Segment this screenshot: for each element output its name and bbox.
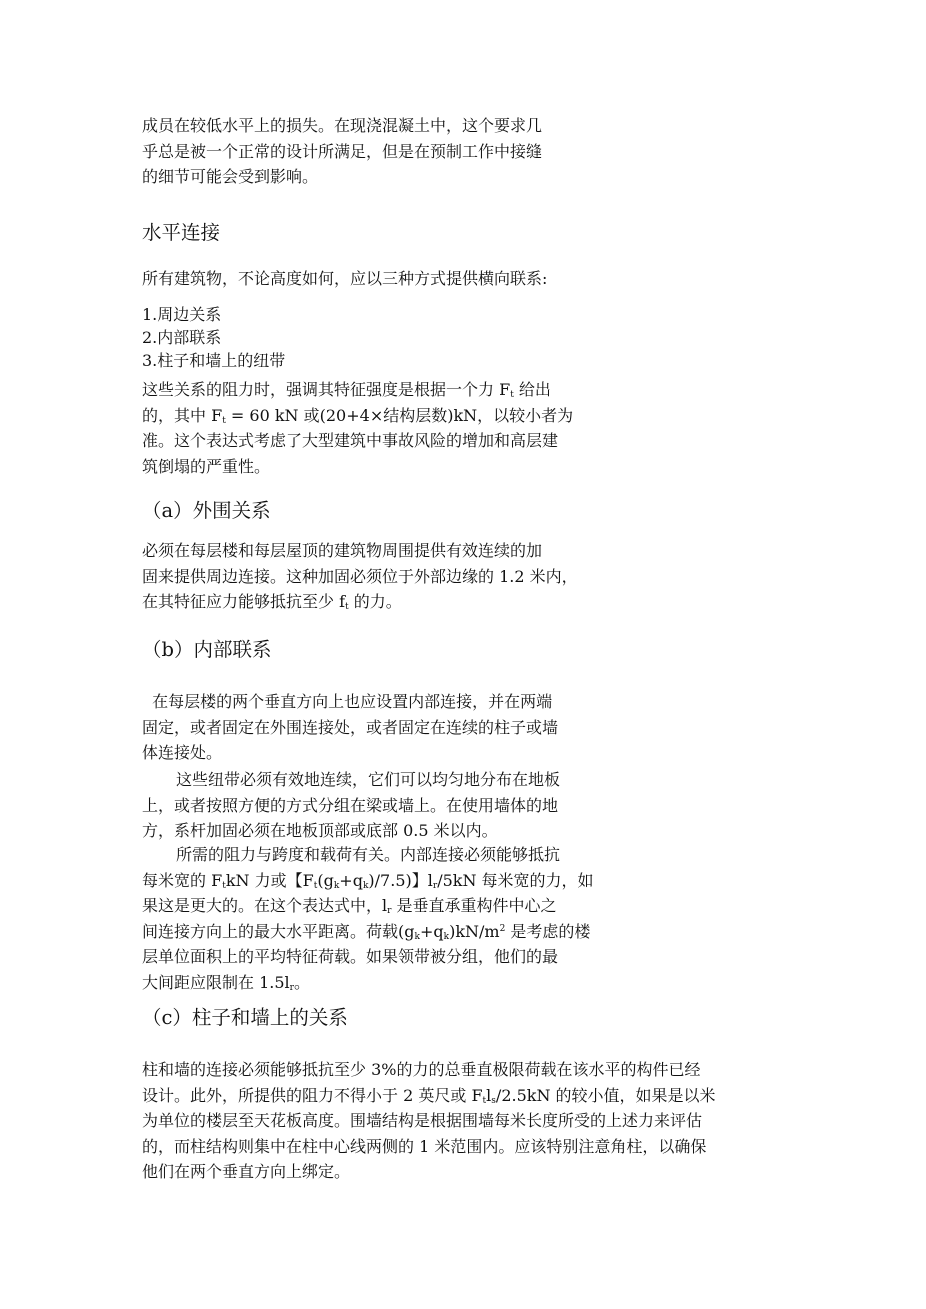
heading-b-internal-ties: （b）内部联系 (142, 638, 272, 661)
paragraph-column-wall-ties: 柱和墙的连接必须能够抵抗至少 3%的力的总垂直极限荷载在该水平的构件已经 设计。此外，所提供的阻力不得小于 2 英尺或 $F_tl_s/2.5kN$ 的较小值，如果是以米 为单位的楼层至天花板高度。围墙结构是根据围墙每米长度所受的上述力来评估 的，而柱结构则集中在柱中心线两侧的 1 米范围内。应该特别注意角柱，以确保 他们在两个垂直方向上绑定。 (142, 1060, 716, 1181)
heading-horizontal-connection: 水平连接 (142, 221, 221, 244)
paragraph-three-ways: 所有建筑物，不论高度如何，应以三种方式提供横向联系: (142, 269, 548, 288)
text-line: 成员在较低水平上的损失。在现浇混凝土中，这个要求几 (142, 116, 543, 135)
paragraph-internal-ties-2: 这些纽带必须有效地连续，它们可以均匀地分布在地板 上，或者按照方便的方式分组在梁或墙上。在使用墙体的地 方，系杆加固必须在地板顶部或底部 0.5 米以内。 (142, 770, 561, 840)
paragraph-ties-resistance: 这些关系的阻力时，强调其特征强度是根据一个力 $F_t$ 给出 的，其中 $F_t = 60$ kN 或(20+4×结构层数)kN，以较小者为 准。这个表达式考虑了大型建筑中事故风险的增加和高层建 筑倒塌的严重性。 (142, 380, 574, 476)
paragraph-intro (142, 113, 542, 190)
paragraph-internal-ties-3: 所需的阻力与跨度和载荷有关。内部连接必须能够抵抗 每米宽的 $F_tkN$ 力或【$F_t(g_k+q_k)/7.5$)】$l_r/5kN$ 每米宽的力，如 果这是更大的。在这个表达式中，$l_r$ 是垂直承重构件中心之 间连接方向上的最大水平距离。荷载$(g_k+q_k)kN/m^2$ 是考虑的楼 层单位面积上的平均特征荷载。如果领带被分组，他们的最 大间距应限制在 $1.5l_r$。 (142, 845, 594, 993)
heading-a-peripheral-ties: （a）外围关系 (142, 499, 271, 522)
heading-c-column-wall-ties: （c）柱子和墙上的关系 (142, 1006, 348, 1029)
paragraph-internal-ties-1: 在每层楼的两个垂直方向上也应设置内部连接，并在两端 固定，或者固定在外围连接处，或者固定在连续的柱子或墙 体连接处。 (142, 692, 559, 762)
list-item-internal: 2.内部联系 (142, 328, 222, 347)
text-line: 乎总是被一个正常的设计所满足，但是在预制工作中接缝 (142, 141, 543, 161)
paragraph-peripheral-ties: 必须在每层楼和每层屋顶的建筑物周围提供有效连续的加 固来提供周边连接。这种加固必须位于外部边缘的 1.2 米内， 在其特征应力能够抵抗至少 $f_t$ 的力。 (142, 541, 578, 612)
text-line: 的细节可能会受到影响。 (142, 167, 319, 186)
list-item-peripheral: 1.周边关系 (142, 305, 222, 324)
list-item-column-wall: 3.柱子和墙上的纽带 (142, 351, 286, 370)
